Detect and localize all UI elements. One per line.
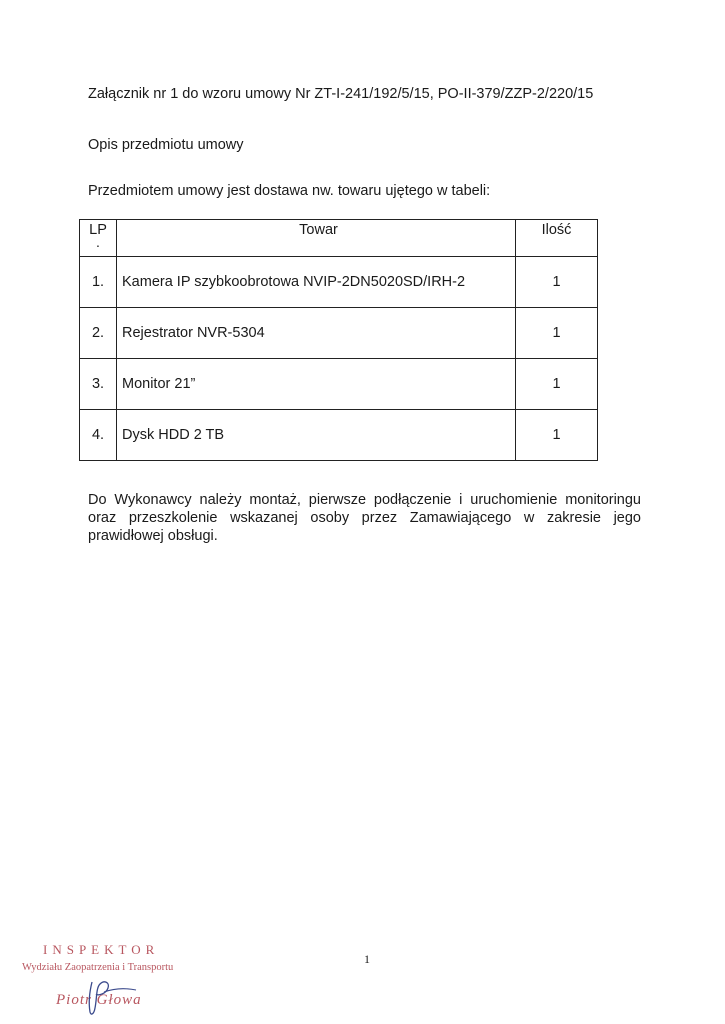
header-lp — [80, 220, 117, 257]
header-quantity: Ilość — [516, 220, 598, 257]
inspector-stamp — [20, 938, 220, 1018]
table-row — [80, 257, 598, 308]
page-number: 1 — [364, 952, 370, 966]
header-item: Towar — [117, 220, 516, 257]
intro-text: Przedmiotem umowy jest dostawa nw. towaru ujętego w tabeli: — [88, 183, 491, 199]
header-lp-label: LP — [89, 222, 107, 238]
table-header-row — [80, 220, 598, 257]
row-item: Monitor 21” — [117, 359, 516, 410]
stamp-department: Wydziału Zaopatrzenia i Transportu — [22, 962, 174, 973]
row-lp: 3. — [80, 359, 117, 410]
contractor-note: Do Wykonawcy należy montaż, pierwsze podłączenie i uruchomienie monitoringu oraz przeszkolenie wskazanej osoby przez Zamawiającego w zakresie jego prawidłowej obsługi. — [88, 492, 641, 544]
row-item: Rejestrator NVR-5304 — [117, 308, 516, 359]
row-quantity: 1 — [516, 359, 598, 410]
table-row — [80, 359, 598, 410]
row-quantity: 1 — [516, 410, 598, 461]
row-quantity: 1 — [516, 308, 598, 359]
row-lp: 1. — [80, 257, 117, 308]
row-item: Kamera IP szybkoobrotowa NVIP-2DN5020SD/IRH-2 — [117, 257, 516, 308]
header-lp-dot: . — [96, 234, 100, 250]
table-row — [80, 410, 598, 461]
table-row — [80, 308, 598, 359]
row-quantity: 1 — [516, 257, 598, 308]
section-title: Opis przedmiotu umowy — [88, 137, 244, 153]
goods-table — [79, 219, 598, 461]
attachment-header: Załącznik nr 1 do wzoru umowy Nr ZT-I-241/192/5/15, PO-II-379/ZZP-2/220/15 — [88, 86, 594, 102]
stamp-name: Piotr Głowa — [56, 992, 142, 1008]
signature-icon — [20, 938, 220, 1018]
stamp-title: INSPEKTOR — [43, 942, 160, 957]
row-lp: 4. — [80, 410, 117, 461]
row-item: Dysk HDD 2 TB — [117, 410, 516, 461]
row-lp: 2. — [80, 308, 117, 359]
